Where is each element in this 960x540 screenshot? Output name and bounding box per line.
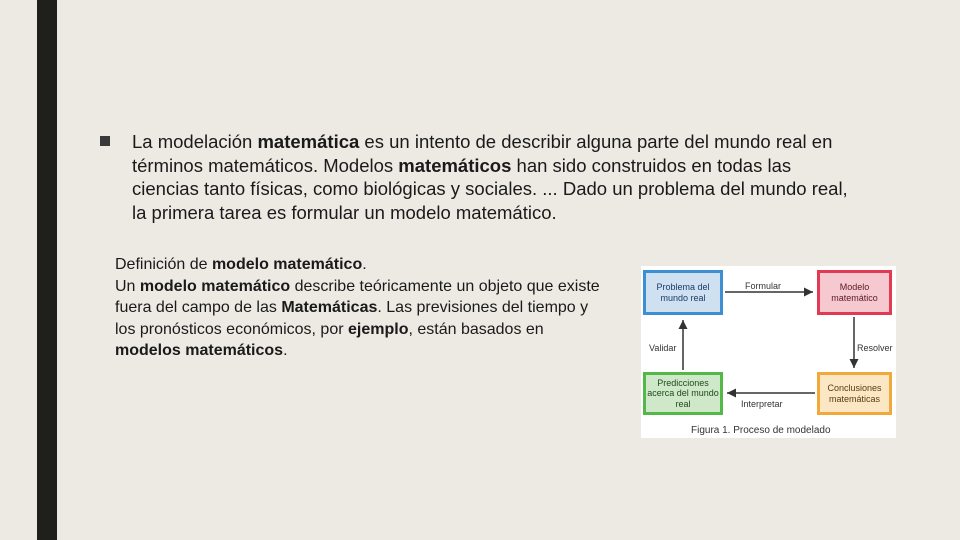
label-resolver: Resolver xyxy=(857,343,893,353)
bold-run: modelo matemático xyxy=(139,277,291,295)
bullet-square-icon xyxy=(100,136,110,146)
text-run: Un xyxy=(115,277,140,295)
figure-caption: Figura 1. Proceso de modelado xyxy=(691,425,831,436)
text-run: han sido construidos en todas las ciencias tanto físicas, como biológicas y sociales. ... Dado un problema del mundo real, la primera tarea es formular un modelo matemático. xyxy=(132,154,848,223)
text-run: . Las previsiones del tiempo y los pronósticos económicos, por xyxy=(115,299,589,338)
modeling-process-figure xyxy=(641,266,896,438)
bold-run: modelos matemáticos xyxy=(115,342,284,359)
bold-run: matemática xyxy=(257,131,360,152)
box-predictions: Predicciones acerca del mundo real xyxy=(643,372,723,415)
label-formular: Formular xyxy=(745,281,782,291)
bold-run: modelo matemático xyxy=(211,256,363,273)
definition-block xyxy=(115,254,605,362)
text-run: Definición de xyxy=(115,256,212,273)
label-interpretar: Interpretar xyxy=(741,399,783,409)
text-run: es un intento de describir alguna parte del mundo real en términos matemáticos. Modelos xyxy=(132,131,833,176)
text-run: , están basados en xyxy=(408,320,544,338)
definition-body xyxy=(115,276,605,362)
bold-run: matemáticos xyxy=(398,154,512,176)
bold-run: Matemáticas xyxy=(281,299,378,316)
sidebar-accent-bar xyxy=(37,0,57,540)
box-math-model: Modelo matemático xyxy=(817,270,892,315)
text-run: La modelación xyxy=(132,131,258,152)
label-validar: Validar xyxy=(649,343,677,353)
text-run: describe teóricamente un objeto que existe fuera del campo de las xyxy=(115,277,600,316)
box-real-world-problem: Problema del mundo real xyxy=(643,270,723,315)
box-math-conclusions: Conclusiones matemáticas xyxy=(817,372,892,415)
bold-run: ejemplo xyxy=(348,320,409,338)
bullet-paragraph xyxy=(132,130,852,224)
text-run: . xyxy=(362,256,367,273)
text-run: . xyxy=(283,342,288,359)
definition-heading xyxy=(115,254,605,276)
